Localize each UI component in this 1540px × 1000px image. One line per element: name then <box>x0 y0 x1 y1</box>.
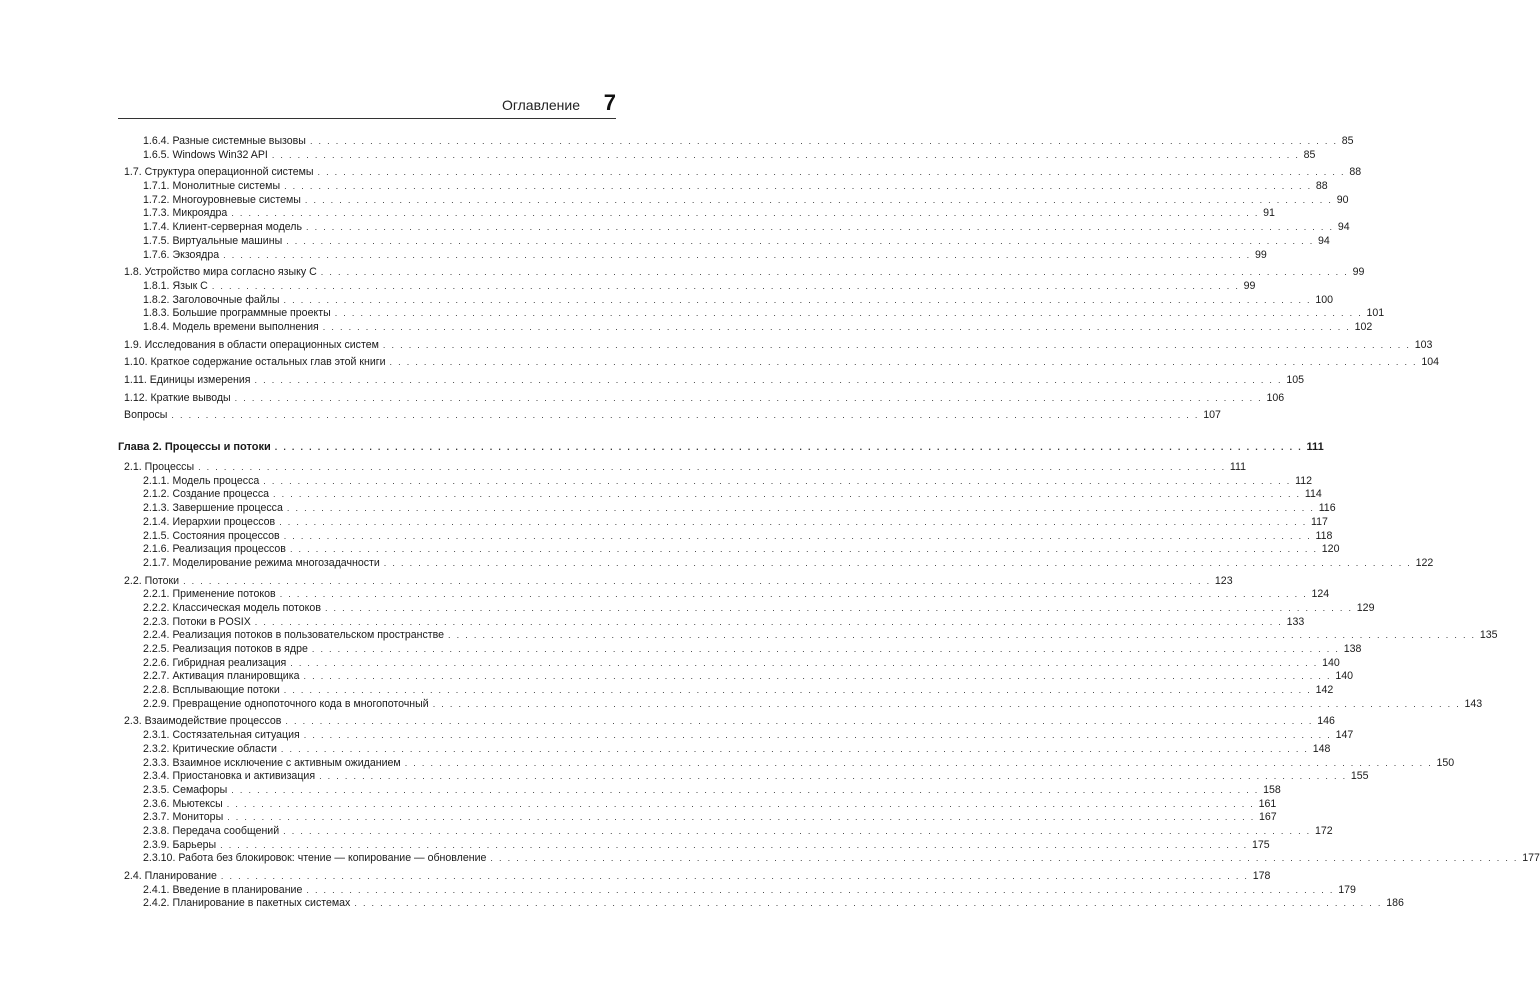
dot-leader: . . . . . . . . . . . . . . . . . . . . . . . . . . . . . . . . . . . . . . . . . . . . . . . . . . . . . . . . . . . . . . . . . . . . . . . . . . . . . . . . . . . . . . . . . . . . . . . . . . . . . . . . . . . . . . . . . . . . . . . . <box>254 375 1283 385</box>
toc-entry-title: 1.7.2. Многоуровневые системы <box>143 193 301 206</box>
toc-entry-title: 2.1.6. Реализация процессов <box>143 543 286 556</box>
dot-leader: . . . . . . . . . . . . . . . . . . . . . . . . . . . . . . . . . . . . . . . . . . . . . . . . . . . . . . . . . . . . . . . . . . . . . . . . . . . . . . . . . . . . . . . . . . . . . . . . . . . . . . . . . . . . . . . . . . . . . . . . <box>289 544 1318 555</box>
toc-page-number: 186 <box>1386 897 1404 910</box>
toc-page-number: 114 <box>1304 488 1322 501</box>
toc-entry <box>118 266 1365 280</box>
toc-entry <box>118 670 1354 684</box>
toc-entry-title: 1.9. Исследования в области операционных систем <box>124 338 379 351</box>
dot-leader: . . . . . . . . . . . . . . . . . . . . . . . . . . . . . . . . . . . . . . . . . . . . . . . . . . . . . . . . . . . . . . . . . . . . . . . . . . . . . . . . . . . . . . . . . . . . . . . . . . . . . . . . . . . . . . . . . . . . . . . . <box>231 208 1260 219</box>
toc-entry-title: 1.8. Устройство мира согласно языку С <box>124 266 317 279</box>
toc-page-number: 122 <box>1415 556 1434 569</box>
dot-leader: . . . . . . . . . . . . . . . . . . . . . . . . . . . . . . . . . . . . . . . . . . . . . . . . . . . . . . . . . . . . . . . . . . . . . . . . . . . . . . . . . . . . . . . . . . . . . . . . . . . . . . . . . . . . . . . . . . . . . . . . <box>286 503 1315 514</box>
toc-entry-title: 1.7.3. Микроядра <box>143 207 228 220</box>
header-title: Оглавление <box>501 97 580 113</box>
toc-page-number: 91 <box>1263 207 1275 220</box>
toc-entry-title: 2.2.2. Классическая модель потоков <box>143 601 321 614</box>
toc-page-number: 99 <box>1254 248 1267 261</box>
page-number: 7 <box>603 90 616 115</box>
dot-leader: . . . . . . . . . . . . . . . . . . . . . . . . . . . . . . . . . . . . . . . . . . . . . . . . . . . . . . . . . . . . . . . . . . . . . . . . . . . . . . . . . . . . . . . . . . . . . . . . . . . . . . . . . . . . . . . . . . . . . . . . <box>283 294 1312 305</box>
toc-entry <box>118 783 1281 798</box>
toc-entry <box>118 629 1498 643</box>
toc-entry <box>118 897 1404 911</box>
dot-leader: . . . . . . . . . . . . . . . . . . . . . . . . . . . . . . . . . . . . . . . . . . . . . . . . . . . . . . . . . . . . . . . . . . . . . . . . . . . . . . . . . . . . . . . . . . . . . . . . . . . . . . . . . . . . . . . . . . . . . . . . <box>285 716 1314 727</box>
toc-entry-title: 2.2.9. Превращение однопоточного кода в многопоточный <box>143 697 429 710</box>
toc-entry <box>118 148 1316 163</box>
toc-page-number: 99 <box>1352 266 1365 279</box>
toc-page-number: 140 <box>1322 656 1340 669</box>
toc-entry-title: 2.1.7. Моделирование режима многозадачности <box>143 556 380 569</box>
toc-page-number: 175 <box>1251 838 1270 851</box>
toc-page-number: 85 <box>1303 148 1316 161</box>
toc-page-number: 147 <box>1335 729 1354 742</box>
toc-page-number: 158 <box>1263 783 1281 796</box>
dot-leader: . . . . . . . . . . . . . . . . . . . . . . . . . . . . . . . . . . . . . . . . . . . . . . . . . . . . . . . . . . . . . . . . . . . . . . . . . . . . . . . . . . . . . . . . . . . . . . . . . . . . . . . . . . . . . . . . . . . . . . . . <box>283 825 1311 836</box>
toc-entry <box>118 824 1333 839</box>
toc-entry <box>118 684 1334 698</box>
toc-page-number: 178 <box>1252 870 1271 882</box>
toc-entry-title: 1.10. Краткое содержание остальных глав этой книги <box>124 356 386 369</box>
toc-entry <box>118 770 1369 784</box>
toc-entry-title: 2.3.9. Барьеры <box>143 838 217 851</box>
dot-leader: . . . . . . . . . . . . . . . . . . . . . . . . . . . . . . . . . . . . . . . . . . . . . . . . . . . . . . . . . . . . . . . . . . . . . . . . . . . . . . . . . . . . . . . . . . . . . . . . . . . . . . . . . . . . . . . . . . . . . . . . <box>382 339 1411 350</box>
toc-entry <box>118 338 1433 353</box>
toc-entry <box>118 474 1312 489</box>
dot-leader: . . . . . . . . . . . . . . . . . . . . . . . . . . . . . . . . . . . . . . . . . . . . . . . . . . . . . . . . . . . . . . . . . . . . . . . . . . . . . . . . . . . . . . . . . . . . . . . . . . . . . . . . . . . . . . . . . . . . . . . . <box>223 249 1251 260</box>
toc-entry <box>118 729 1354 743</box>
toc-entry <box>118 643 1362 657</box>
dot-leader: . . . . . . . . . . . . . . . . . . . . . . . . . . . . . . . . . . . . . . . . . . . . . . . . . . . . . . . . . . . . . . . . . . . . . . . . . . . . . . . . . . . . . . . . . . . . . . . . . . . . . . . . . . . . . . . . . . . . . . . . <box>227 812 1256 823</box>
toc-entry <box>118 207 1275 221</box>
dot-leader: . . . . . . . . . . . . . . . . . . . . . . . . . . . . . . . . . . . . . . . . . . . . . . . . . . . . . . . . . . . . . . . . . . . . . . . . . . . . . . . . . . . . . . . . . . . . . . . . . . . . . . . . . . . . . . . . . . . . . . . . <box>490 853 1519 864</box>
toc-entry-title: 2.3.6. Мьютексы <box>143 797 223 810</box>
dot-leader: . . . . . . . . . . . . . . . . . . . . . . . . . . . . . . . . . . . . . . . . . . . . . . . . . . . . . . . . . . . . . . . . . . . . . . . . . . . . . . . . . . . . . . . . . . . . . . . . . . . . . . . . . . . . . . . . . . . . . . . . <box>284 181 1312 192</box>
toc-page-number: 116 <box>1318 502 1336 515</box>
toc-page-number: 150 <box>1436 756 1455 769</box>
toc-entry <box>118 374 1305 388</box>
dot-leader: . . . . . . . . . . . . . . . . . . . . . . . . . . . . . . . . . . . . . . . . . . . . . . . . . . . . . . . . . . . . . . . . . . . . . . . . . . . . . . . . . . . . . . . . . . . . . . . . . . . . . . . . . . . . . . . . . . . . . . . . <box>306 222 1334 233</box>
toc-entry <box>118 180 1328 194</box>
toc-page-number: 88 <box>1315 180 1328 193</box>
dot-leader: . . . . . . . . . . . . . . . . . . . . . . . . . . . . . . . . . . . . . . . . . . . . . . . . . . . . . . . . . . . . . . . . . . . . . . . . . . . . . . . . . . . . . . . . . . . . . . . . . . . . . . . . . . . . . . . . . . . . . . . . <box>231 784 1260 795</box>
table-of-contents <box>118 135 1540 911</box>
toc-entry-title: 2.2.4. Реализация потоков в пользовательском пространстве <box>143 629 445 642</box>
toc-entry <box>118 656 1340 671</box>
toc-entry-title: 2.4.2. Планирование в пакетных системах <box>143 897 351 910</box>
dot-leader: . . . . . . . . . . . . . . . . . . . . . . . . . . . . . . . . . . . . . . . . . . . . . . . . . . . . . . . . . . . . . . . . . . . . . . . . . . . . . . . . . . . . . . . . . . . . . . . . . . . . . . . . . . . . . . . . . . . . . . . . <box>322 321 1351 332</box>
toc-entry <box>118 135 1354 149</box>
toc-entry-title: 2.1.5. Состояния процессов <box>143 529 280 542</box>
toc-entry-title: 2.1.4. Иерархии процессов <box>143 515 276 528</box>
toc-entry-title: 1.6.5. Windows Win32 API <box>143 148 268 161</box>
toc-page-number: 107 <box>1203 409 1221 422</box>
dot-leader: . . . . . . . . . . . . . . . . . . . . . . . . . . . . . . . . . . . . . . . . . . . . . . . . . . . . . . . . . . . . . . . . . . . . . . . . . . . . . . . . . . . . . . . . . . . . . . . . . . . . . . . . . . . . . . . . . . . . . . . . <box>286 235 1315 246</box>
toc-page-number: 124 <box>1311 588 1330 601</box>
dot-leader: . . . . . . . . . . . . . . . . . . . . . . . . . . . . . . . . . . . . . . . . . . . . . . . . . . . . . . . . . . . . . . . . . . . . . . . . . . . . . . . . . . . . . . . . . . . . . . . . . . . . . . . . . . . . . . . . . . . . . . . . <box>283 530 1312 541</box>
dot-leader: . . . . . . . . . . . . . . . . . . . . . . . . . . . . . . . . . . . . . . . . . . . . . . . . . . . . . . . . . . . . . . . . . . . . . . . . . . . . . . . . . . . . . . . . . . . . . . . . . . . . . . . . . . . . . . . . . . . . . . . . <box>283 685 1312 696</box>
toc-entry-title: 2.1.3. Завершение процесса <box>143 502 283 515</box>
dot-leader: . . . . . . . . . . . . . . . . . . . . . . . . . . . . . . . . . . . . . . . . . . . . . . . . . . . . . . . . . . . . . . . . . . . . . . . . . . . . . . . . . . . . . . . . . . . . . . . . . . . . . . . . . . . . . . . . . . . . . . . . <box>389 357 1418 368</box>
toc-entry-title: 1.8.4. Модель времени выполнения <box>143 320 319 333</box>
toc-entry-title: 2.1.1. Модель процесса <box>143 474 260 487</box>
toc-page-number: 88 <box>1349 166 1362 179</box>
toc-entry <box>118 234 1330 249</box>
toc-entry-title: 2.1. Процессы <box>124 461 195 474</box>
toc-entry <box>118 615 1305 630</box>
toc-entry <box>118 293 1334 308</box>
dot-leader: . . . . . . . . . . . . . . . . . . . . . . . . . . . . . . . . . . . . . . . . . . . . . . . . . . . . . . . . . . . . . . . . . . . . . . . . . . . . . . . . . . . . . . . . . . . . . . . . . . . . . . . . . . . . . . . . . . . . . . . . <box>279 589 1308 600</box>
toc-entry <box>118 279 1256 294</box>
dot-leader: . . . . . . . . . . . . . . . . . . . . . . . . . . . . . . . . . . . . . . . . . . . . . . . . . . . . . . . . . . . . . . . . . . . . . . . . . . . . . . . . . . . . . . . . . . . . . . . . . . . . . . . . . . . . . . . . . . . . . . . . <box>226 798 1255 809</box>
dot-leader: . . . . . . . . . . . . . . . . . . . . . . . . . . . . . . . . . . . . . . . . . . . . . . . . . . . . . . . . . . . . . . . . . . . . . . . . . . . . . . . . . . . . . . . . . . . . . . . . . . . . . . . . . . . . . . . . . . . . . . . . <box>304 194 1333 205</box>
toc-entry <box>118 502 1336 516</box>
toc-entry <box>118 488 1322 502</box>
toc-entry <box>118 883 1356 898</box>
toc-page-number: 100 <box>1315 293 1334 306</box>
running-header <box>118 92 616 119</box>
toc-entry <box>118 543 1340 557</box>
toc-page-number: 117 <box>1311 515 1328 528</box>
dot-leader: . . . . . . . . . . . . . . . . . . . . . . . . . . . . . . . . . . . . . . . . . . . . . . . . . . . . . . . . . . . . . . . . . . . . . . . . . . . . . . . . . . . . . . . . . . . . . . . . . . . . . . . . . . . . . . . . . . . . . . . . <box>273 489 1301 500</box>
dot-leader: . . . . . . . . . . . . . . . . . . . . . . . . . . . . . . . . . . . . . . . . . . . . . . . . . . . . . . . . . . . . . . . . . . . . . . . . . . . . . . . . . . . . . . . . . . . . . . . . . . . . . . . . . . . . . . . . . . . . . . . . <box>254 616 1283 627</box>
toc-page-number: 148 <box>1312 742 1331 755</box>
dot-leader: . . . . . . . . . . . . . . . . . . . . . . . . . . . . . . . . . . . . . . . . . . . . . . . . . . . . . . . . . . . . . . . . . . . . . . . . . . . . . . . . . . . . . . . . . . . . . . . . . . . . . . . . . . . . . . . . . . . . . . . . <box>320 267 1349 278</box>
toc-page-number: 177 <box>1522 852 1540 865</box>
dot-leader: . . . . . . . . . . . . . . . . . . . . . . . . . . . . . . . . . . . . . . . . . . . . . . . . . . . . . . . . . . . . . . . . . . . . . . . . . . . . . . . . . . . . . . . . . . . . . . . . . . . . . . . . . . . . . . . . . . . . . . . . <box>220 871 1249 881</box>
toc-entry <box>118 601 1375 616</box>
toc-entry-title: 1.8.3. Большие программные проекты <box>143 307 331 320</box>
toc-entry <box>118 556 1434 571</box>
toc-page-number: 138 <box>1343 643 1362 655</box>
toc-page-number: 167 <box>1259 811 1277 824</box>
dot-leader: . . . . . . . . . . . . . . . . . . . . . . . . . . . . . . . . . . . . . . . . . . . . . . . . . . . . . . . . . . . . . . . . . . . . . . . . . . . . . . . . . . . . . . . . . . . . . . . . . . . . . . . . . . . . . . . . . . . . . . . . <box>263 475 1292 486</box>
toc-entry <box>118 715 1335 729</box>
dot-leader: . . . . . . . . . . . . . . . . . . . . . . . . . . . . . . . . . . . . . . . . . . . . . . . . . . . . . . . . . . . . . . . . . . . . . . . . . . . . . . . . . . . . . . . . . . . . . . . . . . . . . . . . . . . . . . . . . . . . . . . . <box>220 839 1248 850</box>
toc-page-number: 123 <box>1214 574 1233 587</box>
toc-entry <box>118 588 1330 602</box>
toc-entry-title: 2.3.10. Работа без блокировок: чтение — копирование — обновление <box>143 852 487 865</box>
dot-leader: . . . . . . . . . . . . . . . . . . . . . . . . . . . . . . . . . . . . . . . . . . . . . . . . . . . . . . . . . . . . . . . . . . . . . . . . . . . . . . . . . . . . . . . . . . . . . . . . . . . . . . . . . . . . . . . . . . . . . . . . <box>404 757 1433 768</box>
dot-leader: . . . . . . . . . . . . . . . . . . . . . . . . . . . . . . . . . . . . . . . . . . . . . . . . . . . . . . . . . . . . . . . . . . . . . . . . . . . . . . . . . . . . . . . . . . . . . . . . . . . . . . . . . . . . . . . . . . . . . . . . <box>319 771 1347 782</box>
toc-entry-title: 1.7.4. Клиент-серверная модель <box>143 221 302 234</box>
toc-entry <box>118 461 1246 475</box>
toc-page-number: 90 <box>1336 193 1349 206</box>
toc-entry-title: 2.2.6. Гибридная реализация <box>143 656 287 669</box>
toc-entry-title: 2.2.5. Реализация потоков в ядре <box>143 643 308 655</box>
toc-page-number: 102 <box>1354 320 1373 333</box>
dot-leader: . . . . . . . . . . . . . . . . . . . . . . . . . . . . . . . . . . . . . . . . . . . . . . . . . . . . . . . . . . . . . . . . . . . . . . . . . . . . . . . . . . . . . . . . . . . . . . . . . . . . . . . . . . . . . . . . . . . . . . . . <box>171 410 1200 421</box>
toc-entry <box>118 870 1271 884</box>
dot-leader: . . . . . . . . . . . . . . . . . . . . . . . . . . . . . . . . . . . . . . . . . . . . . . . . . . . . . . . . . . . . . . . . . . . . . . . . . . . . . . . . . . . . . . . . . . . . . . . . . . . . . . . . . . . . . . . . . . . . . . . . <box>306 884 1335 895</box>
toc-entry-title: 1.6.4. Разные системные вызовы <box>143 135 306 147</box>
toc-entry <box>118 221 1350 235</box>
toc-page-number: 118 <box>1315 529 1333 542</box>
toc-entry-title: 2.3.8. Передача сообщений <box>143 824 280 837</box>
dot-leader: . . . . . . . . . . . . . . . . . . . . . . . . . . . . . . . . . . . . . . . . . . . . . . . . . . . . . . . . . . . . . . . . . . . . . . . . . . . . . . . . . . . . . . . . . . . . . . . . . . . . . . . . . . . . . . . . . . . . . . . . <box>274 442 1303 453</box>
toc-entry <box>118 248 1267 263</box>
toc-page-number: 155 <box>1350 770 1369 783</box>
toc-entry-title: 2.4. Планирование <box>124 870 217 882</box>
toc-entry <box>118 811 1277 825</box>
toc-page-number: 111 <box>1306 441 1324 454</box>
toc-entry <box>118 852 1540 866</box>
dot-leader: . . . . . . . . . . . . . . . . . . . . . . . . . . . . . . . . . . . . . . . . . . . . . . . . . . . . . . . . . . . . . . . . . . . . . . . . . . . . . . . . . . . . . . . . . . . . . . . . . . . . . . . . . . . . . . . . . . . . . . . . <box>309 136 1338 146</box>
toc-entry-title: 1.8.1. Язык С <box>143 279 208 292</box>
toc-entry-title: 2.3.7. Мониторы <box>143 811 224 824</box>
toc-entry-title: 1.12. Краткие выводы <box>124 391 231 404</box>
dot-leader: . . . . . . . . . . . . . . . . . . . . . . . . . . . . . . . . . . . . . . . . . . . . . . . . . . . . . . . . . . . . . . . . . . . . . . . . . . . . . . . . . . . . . . . . . . . . . . . . . . . . . . . . . . . . . . . . . . . . . . . . <box>432 698 1461 709</box>
toc-entry-title: 2.3.2. Критические области <box>143 742 277 755</box>
toc-entry <box>118 515 1328 530</box>
toc-page-number: 111 <box>1229 461 1246 474</box>
toc-entry-title: 2.1.2. Создание процесса <box>143 488 270 501</box>
toc-page-number: 129 <box>1356 601 1375 614</box>
toc-entry <box>118 697 1483 712</box>
toc-entry-title: 2.3. Взаимодействие процессов <box>124 715 282 728</box>
dot-leader: . . . . . . . . . . . . . . . . . . . . . . . . . . . . . . . . . . . . . . . . . . . . . . . . . . . . . . . . . . . . . . . . . . . . . . . . . . . . . . . . . . . . . . . . . . . . . . . . . . . . . . . . . . . . . . . . . . . . . . . . <box>183 575 1211 586</box>
dot-leader: . . . . . . . . . . . . . . . . . . . . . . . . . . . . . . . . . . . . . . . . . . . . . . . . . . . . . . . . . . . . . . . . . . . . . . . . . . . . . . . . . . . . . . . . . . . . . . . . . . . . . . . . . . . . . . . . . . . . . . . . <box>311 644 1340 654</box>
toc-entry <box>118 166 1362 180</box>
dot-leader: . . . . . . . . . . . . . . . . . . . . . . . . . . . . . . . . . . . . . . . . . . . . . . . . . . . . . . . . . . . . . . . . . . . . . . . . . . . . . . . . . . . . . . . . . . . . . . . . . . . . . . . . . . . . . . . . . . . . . . . . <box>383 557 1412 568</box>
dot-leader: . . . . . . . . . . . . . . . . . . . . . . . . . . . . . . . . . . . . . . . . . . . . . . . . . . . . . . . . . . . . . . . . . . . . . . . . . . . . . . . . . . . . . . . . . . . . . . . . . . . . . . . . . . . . . . . . . . . . . . . . <box>354 898 1383 909</box>
toc-entry <box>118 391 1285 406</box>
dot-leader: . . . . . . . . . . . . . . . . . . . . . . . . . . . . . . . . . . . . . . . . . . . . . . . . . . . . . . . . . . . . . . . . . . . . . . . . . . . . . . . . . . . . . . . . . . . . . . . . . . . . . . . . . . . . . . . . . . . . . . . . <box>317 167 1346 178</box>
toc-entry-title: 1.7.1. Монолитные системы <box>143 180 281 193</box>
toc-page-number: 99 <box>1243 279 1256 292</box>
dot-leader: . . . . . . . . . . . . . . . . . . . . . . . . . . . . . . . . . . . . . . . . . . . . . . . . . . . . . . . . . . . . . . . . . . . . . . . . . . . . . . . . . . . . . . . . . . . . . . . . . . . . . . . . . . . . . . . . . . . . . . . . <box>290 657 1319 668</box>
toc-page-number: 120 <box>1321 543 1340 556</box>
dot-leader: . . . . . . . . . . . . . . . . . . . . . . . . . . . . . . . . . . . . . . . . . . . . . . . . . . . . . . . . . . . . . . . . . . . . . . . . . . . . . . . . . . . . . . . . . . . . . . . . . . . . . . . . . . . . . . . . . . . . . . . . <box>271 149 1300 160</box>
dot-leader: . . . . . . . . . . . . . . . . . . . . . . . . . . . . . . . . . . . . . . . . . . . . . . . . . . . . . . . . . . . . . . . . . . . . . . . . . . . . . . . . . . . . . . . . . . . . . . . . . . . . . . . . . . . . . . . . . . . . . . . . <box>198 462 1226 473</box>
toc-entry <box>118 307 1385 321</box>
dot-leader: . . . . . . . . . . . . . . . . . . . . . . . . . . . . . . . . . . . . . . . . . . . . . . . . . . . . . . . . . . . . . . . . . . . . . . . . . . . . . . . . . . . . . . . . . . . . . . . . . . . . . . . . . . . . . . . . . . . . . . . . <box>448 630 1476 641</box>
toc-page-number: 161 <box>1258 797 1277 810</box>
toc-entry <box>118 193 1349 208</box>
toc-page-number: 112 <box>1295 474 1312 487</box>
toc-page-number: 104 <box>1421 356 1440 369</box>
toc-page-number: 142 <box>1315 684 1334 697</box>
toc-page-number: 172 <box>1314 824 1333 837</box>
toc-entry-title: Глава 2. Процессы и потоки <box>118 441 271 454</box>
toc-entry-title: 2.2. Потоки <box>124 574 180 587</box>
toc-page-number: 140 <box>1335 670 1354 683</box>
toc-entry <box>118 756 1455 771</box>
toc-chapter-entry <box>118 439 1324 455</box>
dot-leader: . . . . . . . . . . . . . . . . . . . . . . . . . . . . . . . . . . . . . . . . . . . . . . . . . . . . . . . . . . . . . . . . . . . . . . . . . . . . . . . . . . . . . . . . . . . . . . . . . . . . . . . . . . . . . . . . . . . . . . . . <box>279 516 1308 527</box>
toc-entry-title: 2.3.5. Семафоры <box>143 783 228 796</box>
toc-entry-title: 2.4.1. Введение в планирование <box>143 883 303 896</box>
toc-page-number: 146 <box>1317 715 1335 728</box>
toc-page-number: 106 <box>1266 391 1285 404</box>
toc-page-number: 133 <box>1286 615 1305 628</box>
dot-leader: . . . . . . . . . . . . . . . . . . . . . . . . . . . . . . . . . . . . . . . . . . . . . . . . . . . . . . . . . . . . . . . . . . . . . . . . . . . . . . . . . . . . . . . . . . . . . . . . . . . . . . . . . . . . . . . . . . . . . . . . <box>211 280 1240 291</box>
toc-entry-title: Вопросы <box>124 409 168 422</box>
toc-entry <box>118 797 1277 812</box>
toc-entry-title: 2.3.3. Взаимное исключение с активным ожиданием <box>143 756 401 769</box>
toc-entry <box>118 742 1331 757</box>
toc-page-number: 105 <box>1286 374 1305 386</box>
toc-entry <box>118 529 1333 544</box>
toc-entry-title: 2.3.1. Состязательная ситуация <box>143 729 300 742</box>
toc-entry <box>118 409 1221 423</box>
dot-leader: . . . . . . . . . . . . . . . . . . . . . . . . . . . . . . . . . . . . . . . . . . . . . . . . . . . . . . . . . . . . . . . . . . . . . . . . . . . . . . . . . . . . . . . . . . . . . . . . . . . . . . . . . . . . . . . . . . . . . . . . <box>303 730 1332 741</box>
toc-entry-title: 2.2.8. Всплывающие потоки <box>143 684 280 697</box>
toc-entry-title: 1.7.5. Виртуальные машины <box>143 234 283 247</box>
toc-entry-title: 2.3.4. Приостановка и активизация <box>143 770 316 783</box>
toc-entry-title: 1.11. Единицы измерения <box>124 374 251 386</box>
toc-page-number: 135 <box>1479 629 1498 642</box>
toc-entry <box>118 356 1440 370</box>
toc-page-number: 85 <box>1341 135 1354 147</box>
dot-leader: . . . . . . . . . . . . . . . . . . . . . . . . . . . . . . . . . . . . . . . . . . . . . . . . . . . . . . . . . . . . . . . . . . . . . . . . . . . . . . . . . . . . . . . . . . . . . . . . . . . . . . . . . . . . . . . . . . . . . . . . <box>234 392 1263 403</box>
toc-entry <box>118 574 1233 589</box>
toc-page-number: 103 <box>1414 338 1433 351</box>
toc-entry-title: 1.7.6. Экзоядра <box>143 248 220 261</box>
toc-entry <box>118 320 1373 335</box>
dot-leader: . . . . . . . . . . . . . . . . . . . . . . . . . . . . . . . . . . . . . . . . . . . . . . . . . . . . . . . . . . . . . . . . . . . . . . . . . . . . . . . . . . . . . . . . . . . . . . . . . . . . . . . . . . . . . . . . . . . . . . . . <box>334 308 1363 319</box>
dot-leader: . . . . . . . . . . . . . . . . . . . . . . . . . . . . . . . . . . . . . . . . . . . . . . . . . . . . . . . . . . . . . . . . . . . . . . . . . . . . . . . . . . . . . . . . . . . . . . . . . . . . . . . . . . . . . . . . . . . . . . . . <box>324 602 1353 613</box>
toc-page-number: 94 <box>1337 221 1350 234</box>
toc-page-number: 101 <box>1366 307 1385 320</box>
toc-entry-title: 1.7. Структура операционной системы <box>124 166 314 179</box>
toc-page-number: 94 <box>1318 234 1330 247</box>
toc-entry-title: 2.2.3. Потоки в POSIX <box>143 615 251 628</box>
dot-leader: . . . . . . . . . . . . . . . . . . . . . . . . . . . . . . . . . . . . . . . . . . . . . . . . . . . . . . . . . . . . . . . . . . . . . . . . . . . . . . . . . . . . . . . . . . . . . . . . . . . . . . . . . . . . . . . . . . . . . . . . <box>280 743 1309 754</box>
toc-entry-title: 1.8.2. Заголовочные файлы <box>143 293 280 306</box>
toc-entry-title: 2.2.1. Применение потоков <box>143 588 276 601</box>
toc-page-number: 143 <box>1464 697 1483 710</box>
toc-page-number: 179 <box>1338 883 1356 896</box>
toc-entry <box>118 838 1270 853</box>
dot-leader: . . . . . . . . . . . . . . . . . . . . . . . . . . . . . . . . . . . . . . . . . . . . . . . . . . . . . . . . . . . . . . . . . . . . . . . . . . . . . . . . . . . . . . . . . . . . . . . . . . . . . . . . . . . . . . . . . . . . . . . . <box>303 671 1332 682</box>
toc-entry-title: 2.2.7. Активация планировщика <box>143 670 300 683</box>
